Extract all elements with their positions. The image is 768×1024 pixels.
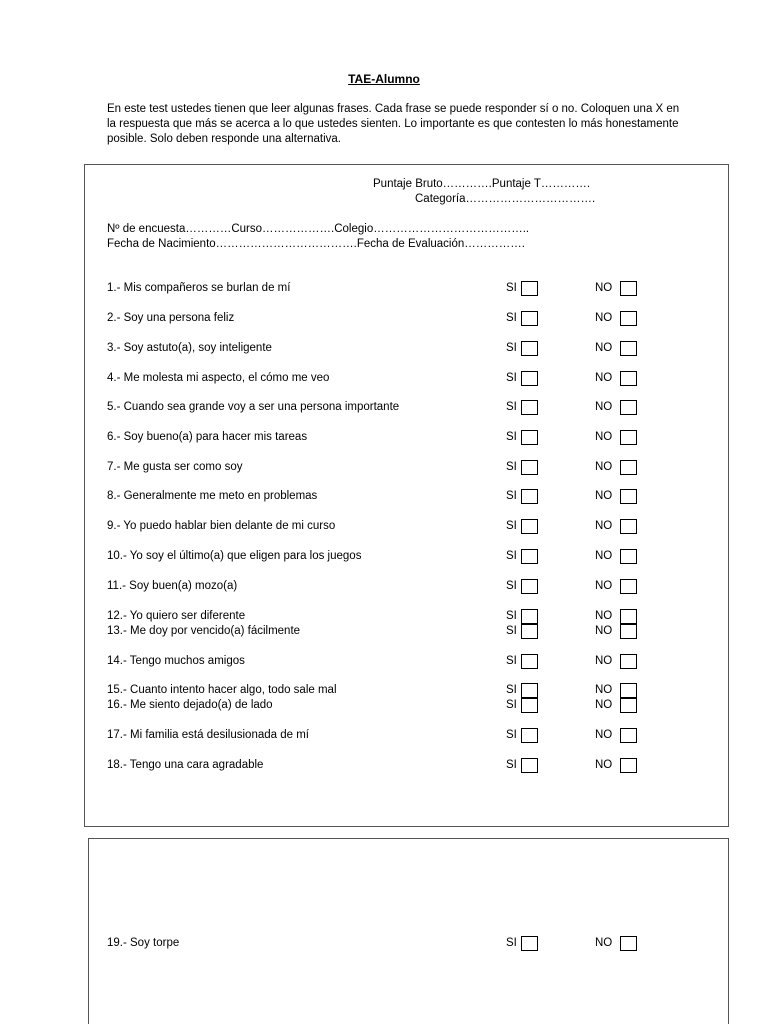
no-label: NO: [595, 312, 613, 324]
no-checkbox[interactable]: [620, 371, 637, 386]
no-label: NO: [595, 461, 613, 473]
no-label: NO: [595, 729, 613, 741]
page-title: TAE-Alumno: [348, 72, 420, 86]
no-label: NO: [595, 625, 613, 637]
yes-label: SI: [506, 282, 517, 294]
no-label: NO: [595, 282, 613, 294]
yes-label: SI: [506, 729, 517, 741]
yes-label: SI: [506, 401, 517, 413]
no-checkbox[interactable]: [620, 936, 637, 951]
question-text: 17.- Mi familia está desilusionada de mí: [107, 729, 309, 741]
no-label: NO: [595, 372, 613, 384]
question-text: 19.- Soy torpe: [107, 937, 180, 949]
yes-checkbox[interactable]: [521, 579, 538, 594]
yes-checkbox[interactable]: [521, 758, 538, 773]
no-label: NO: [595, 937, 613, 949]
yes-label: SI: [506, 520, 517, 532]
yes-checkbox[interactable]: [521, 654, 538, 669]
yes-checkbox[interactable]: [521, 549, 538, 564]
no-label: NO: [595, 580, 613, 592]
no-checkbox[interactable]: [620, 400, 637, 415]
no-checkbox[interactable]: [620, 758, 637, 773]
question-text: 8.- Generalmente me meto en problemas: [107, 490, 318, 502]
yes-label: SI: [506, 610, 517, 622]
yes-label: SI: [506, 312, 517, 324]
yes-label: SI: [506, 461, 517, 473]
question-text: 1.- Mis compañeros se burlan de mí: [107, 282, 291, 294]
yes-checkbox[interactable]: [521, 519, 538, 534]
no-checkbox[interactable]: [620, 460, 637, 475]
no-label: NO: [595, 342, 613, 354]
yes-checkbox[interactable]: [521, 936, 538, 951]
question-text: 7.- Me gusta ser como soy: [107, 461, 243, 473]
no-checkbox[interactable]: [620, 519, 637, 534]
no-label: NO: [595, 520, 613, 532]
no-label: NO: [595, 431, 613, 443]
yes-label: SI: [506, 490, 517, 502]
question-text: 15.- Cuanto intento hacer algo, todo sale mal: [107, 684, 337, 696]
no-label: NO: [595, 699, 613, 711]
question-text: 9.- Yo puedo hablar bien delante de mi curso: [107, 520, 336, 532]
question-text: 12.- Yo quiero ser diferente: [107, 610, 246, 622]
no-label: NO: [595, 401, 613, 413]
yes-checkbox[interactable]: [521, 311, 538, 326]
yes-label: SI: [506, 580, 517, 592]
no-checkbox[interactable]: [620, 624, 637, 639]
instructions-text: En este test ustedes tienen que leer algunas frases. Cada frase se puede responder sí o no. Coloquen una X en la respuesta que más se acerca a lo que ustedes sienten. Lo importante es que contesten lo más honestamente posible. Solo deben responde una alternativa.: [107, 103, 680, 145]
survey-info-line: Nº de encuesta…………Curso……………….Colegio…………………………………..: [107, 223, 530, 235]
no-label: NO: [595, 610, 613, 622]
yes-checkbox[interactable]: [521, 281, 538, 296]
yes-label: SI: [506, 699, 517, 711]
yes-checkbox[interactable]: [521, 609, 538, 624]
question-text: 10.- Yo soy el último(a) que eligen para los juegos: [107, 550, 362, 562]
yes-label: SI: [506, 550, 517, 562]
no-checkbox[interactable]: [620, 549, 637, 564]
yes-checkbox[interactable]: [521, 683, 538, 698]
yes-label: SI: [506, 759, 517, 771]
category-line: Categoría…………………………….: [415, 193, 596, 205]
no-checkbox[interactable]: [620, 489, 637, 504]
no-checkbox[interactable]: [620, 341, 637, 356]
question-text: 13.- Me doy por vencido(a) fácilmente: [107, 625, 301, 637]
no-checkbox[interactable]: [620, 281, 637, 296]
yes-checkbox[interactable]: [521, 460, 538, 475]
yes-checkbox[interactable]: [521, 489, 538, 504]
score-line: Puntaje Bruto………….Puntaje T………….: [373, 178, 591, 190]
no-checkbox[interactable]: [620, 683, 637, 698]
yes-label: SI: [506, 684, 517, 696]
question-text: 6.- Soy bueno(a) para hacer mis tareas: [107, 431, 308, 443]
yes-label: SI: [506, 937, 517, 949]
no-checkbox[interactable]: [620, 311, 637, 326]
yes-checkbox[interactable]: [521, 430, 538, 445]
yes-label: SI: [506, 655, 517, 667]
yes-checkbox[interactable]: [521, 728, 538, 743]
no-label: NO: [595, 759, 613, 771]
yes-label: SI: [506, 342, 517, 354]
no-checkbox[interactable]: [620, 654, 637, 669]
questionnaire-box-continued: [88, 838, 729, 1024]
no-label: NO: [595, 684, 613, 696]
yes-checkbox[interactable]: [521, 371, 538, 386]
yes-checkbox[interactable]: [521, 698, 538, 713]
question-text: 16.- Me siento dejado(a) de lado: [107, 699, 273, 711]
no-checkbox[interactable]: [620, 698, 637, 713]
no-checkbox[interactable]: [620, 609, 637, 624]
question-text: 4.- Me molesta mi aspecto, el cómo me veo: [107, 372, 330, 384]
yes-checkbox[interactable]: [521, 624, 538, 639]
dates-line: Fecha de Nacimiento……………………………….Fecha de Evaluación…………….: [107, 238, 525, 250]
no-checkbox[interactable]: [620, 728, 637, 743]
no-label: NO: [595, 490, 613, 502]
no-label: NO: [595, 550, 613, 562]
yes-checkbox[interactable]: [521, 400, 538, 415]
yes-label: SI: [506, 372, 517, 384]
yes-checkbox[interactable]: [521, 341, 538, 356]
question-text: 2.- Soy una persona feliz: [107, 312, 235, 324]
no-label: NO: [595, 655, 613, 667]
no-checkbox[interactable]: [620, 430, 637, 445]
question-text: 14.- Tengo muchos amigos: [107, 655, 245, 667]
question-text: 18.- Tengo una cara agradable: [107, 759, 264, 771]
question-text: 5.- Cuando sea grande voy a ser una persona importante: [107, 401, 400, 413]
yes-label: SI: [506, 625, 517, 637]
no-checkbox[interactable]: [620, 579, 637, 594]
question-text: 11.- Soy buen(a) mozo(a): [107, 580, 238, 592]
question-text: 3.- Soy astuto(a), soy inteligente: [107, 342, 272, 354]
yes-label: SI: [506, 431, 517, 443]
